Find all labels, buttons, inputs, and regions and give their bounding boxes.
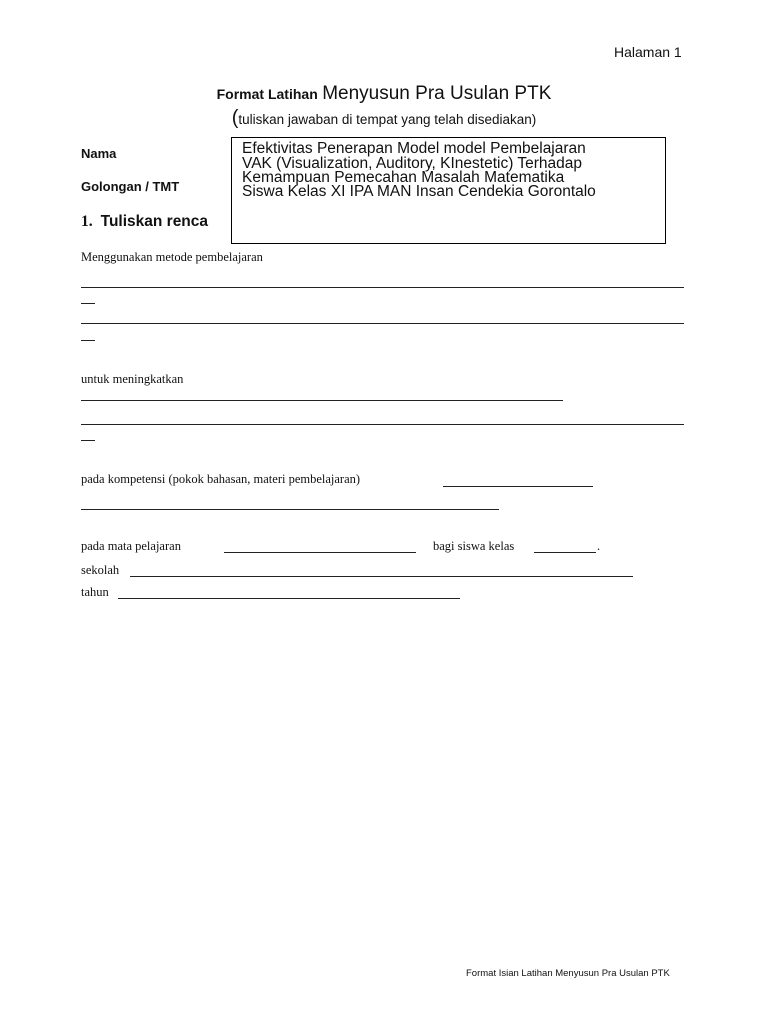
competency-label: pada kompetensi (pokok bahasan, materi pembelajaran) [81, 472, 361, 486]
subject-label: pada mata pelajaran [81, 539, 181, 553]
instruction-text: tuliskan jawaban di tempat yang telah disediakan) [238, 112, 537, 127]
school-label: sekolah [81, 563, 120, 577]
year-label: tahun [81, 585, 109, 599]
section-number: 1. [81, 213, 93, 230]
class-label: bagi siswa kelas [433, 539, 515, 553]
subject-answer-line[interactable] [224, 552, 416, 553]
section-1-heading [81, 213, 208, 231]
improve-answer-line-1[interactable] [81, 400, 563, 401]
method-label: Menggunakan metode pembelajaran [81, 250, 263, 264]
rank-label: Golongan / TMT [81, 179, 180, 194]
title-prefix: Format Latihan [216, 86, 318, 102]
name-label: Nama [81, 146, 117, 161]
method-answer-line-2[interactable] [81, 323, 684, 324]
improve-answer-continuation [81, 440, 95, 441]
class-answer-line[interactable] [534, 552, 596, 553]
document-instruction [0, 107, 768, 130]
document-title [0, 83, 768, 105]
title-main: Menyusun Pra Usulan PTK [322, 83, 552, 104]
method-answer-continuation-2 [81, 340, 95, 341]
method-answer-line-1[interactable] [81, 287, 684, 288]
overlay-line-2: VAK (Visualization, Auditory, KInestetic) Terhadap [242, 155, 583, 172]
improve-label: untuk meningkatkan [81, 372, 184, 386]
title-overlay-box [231, 137, 666, 244]
section-title: Tuliskan renca [100, 213, 209, 230]
overlay-line-4: Siswa Kelas XI IPA MAN Insan Cendekia Gorontalo [242, 183, 596, 200]
instruction-paren: ( [231, 107, 239, 129]
class-period: . [597, 539, 601, 553]
method-answer-continuation-1 [81, 303, 95, 304]
overlay-line-3: Kemampuan Pemecahan Masalah Matematika [242, 169, 565, 186]
improve-answer-line-2[interactable] [81, 424, 684, 425]
school-answer-line[interactable] [130, 576, 633, 577]
page-footer: Format Isian Latihan Menyusun Pra Usulan PTK [466, 968, 670, 979]
competency-answer-line-2[interactable] [81, 509, 499, 510]
competency-answer-line-1[interactable] [443, 486, 593, 487]
year-answer-line[interactable] [118, 598, 460, 599]
overlay-line-1: Efektivitas Penerapan Model model Pembelajaran [242, 140, 586, 157]
page-number: Halaman 1 [614, 44, 682, 60]
